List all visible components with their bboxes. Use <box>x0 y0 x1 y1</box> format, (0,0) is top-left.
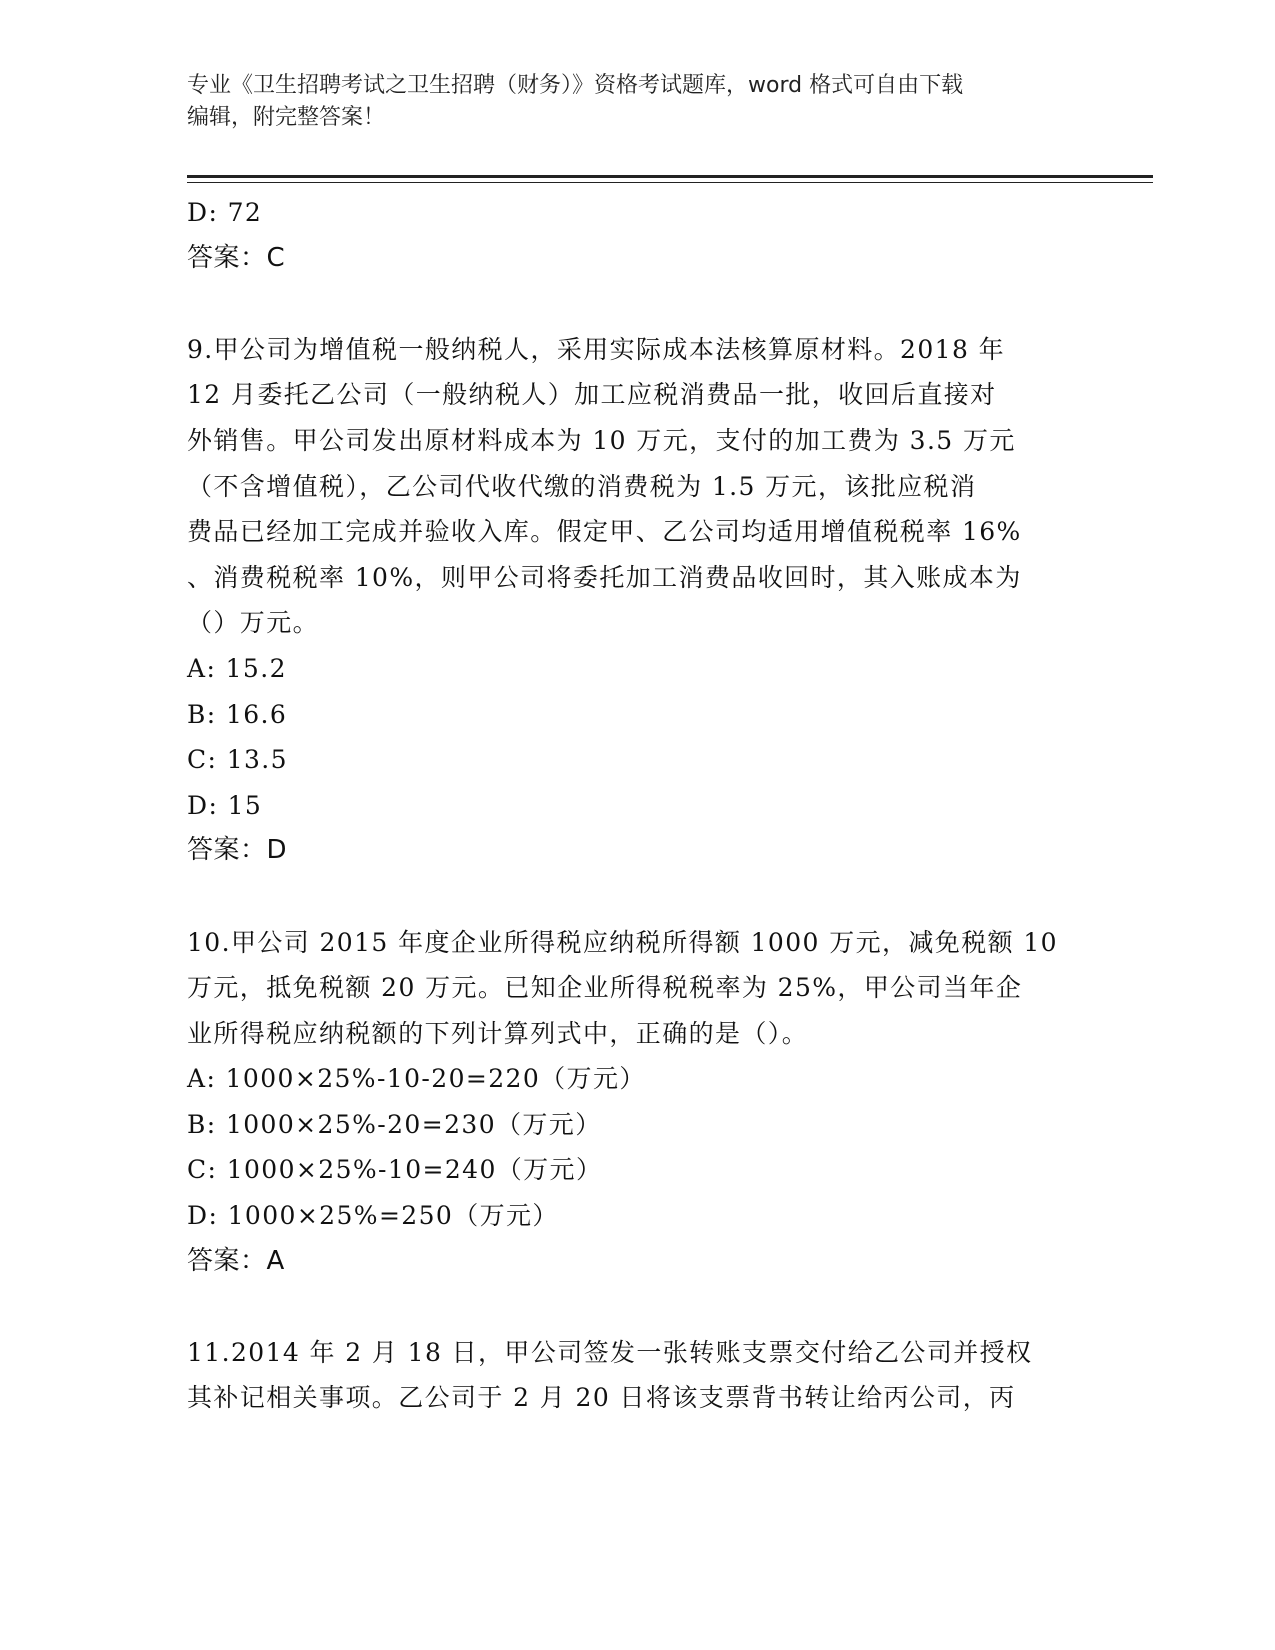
question-9 <box>187 327 1087 874</box>
q9-stem-line: 、消费税税率 10%，则甲公司将委托加工消费品收回时，其入账成本为 <box>187 562 1022 592</box>
q9-option-b: B: 16.6 <box>187 699 288 729</box>
q10-option-c: C: 1000×25%-10=240（万元） <box>187 1155 603 1185</box>
q9-option-c: C: 13.5 <box>187 745 288 775</box>
spacer <box>187 281 1087 327</box>
q10-stem-line: 10.甲公司 2015 年度企业所得税应纳税所得额 1000 万元，减免税额 10 <box>187 927 1058 957</box>
q10-stem-line: 万元，抵免税额 20 万元。已知企业所得税税率为 25%，甲公司当年企 <box>187 973 1023 1003</box>
header-line-2: 编辑，附完整答案！ <box>187 105 386 130</box>
q8-option-d: D: 72 <box>187 198 263 227</box>
q10-answer: 答案：A <box>187 1245 285 1276</box>
q9-stem-line: 9.甲公司为增值税一般纳税人，采用实际成本法核算原材料。2018 年 <box>187 334 1006 364</box>
q9-option-d: D: 15 <box>187 790 263 820</box>
q9-stem-line: （）万元。 <box>187 608 320 638</box>
spacer <box>187 1284 1087 1330</box>
page-header <box>187 70 1087 134</box>
q9-stem-line: （不含增值税），乙公司代收代缴的消费税为 1.5 万元，该批应税消 <box>187 471 977 501</box>
q10-stem-line: 业所得税应纳税额的下列计算列式中，正确的是（）。 <box>187 1018 809 1048</box>
header-rule-thick <box>187 175 1153 178</box>
q8-answer: 答案：C <box>187 242 286 273</box>
q9-stem-line: 费品已经加工完成并验收入库。假定甲、乙公司均适用增值税税率 16% <box>187 517 1022 547</box>
q9-option-a: A: 15.2 <box>187 653 287 683</box>
spacer <box>187 874 1087 920</box>
question-10 <box>187 920 1087 1285</box>
q10-option-a: A: 1000×25%-10-20=220（万元） <box>187 1064 646 1094</box>
q11-stem-line: 其补记相关事项。乙公司于 2 月 20 日将该支票背书转让给丙公司，丙 <box>187 1383 1016 1413</box>
question-content <box>187 190 1087 1421</box>
header-line-1: 专业《卫生招聘考试之卫生招聘（财务）》资格考试题库，word 格式可自由下载 <box>187 73 964 98</box>
q11-stem-line: 11.2014 年 2 月 18 日，甲公司签发一张转账支票交付给乙公司并授权 <box>187 1337 1033 1367</box>
q10-option-d: D: 1000×25%=250（万元） <box>187 1201 559 1231</box>
q10-option-b: B: 1000×25%-20=230（万元） <box>187 1109 602 1139</box>
q9-answer: 答案：D <box>187 835 288 866</box>
q9-stem-line: 12 月委托乙公司（一般纳税人）加工应税消费品一批，收回后直接对 <box>187 380 997 410</box>
header-rule-thin <box>187 182 1153 183</box>
q9-stem-line: 外销售。甲公司发出原材料成本为 10 万元，支付的加工费为 3.5 万元 <box>187 425 1016 455</box>
question-11 <box>187 1330 1087 1421</box>
